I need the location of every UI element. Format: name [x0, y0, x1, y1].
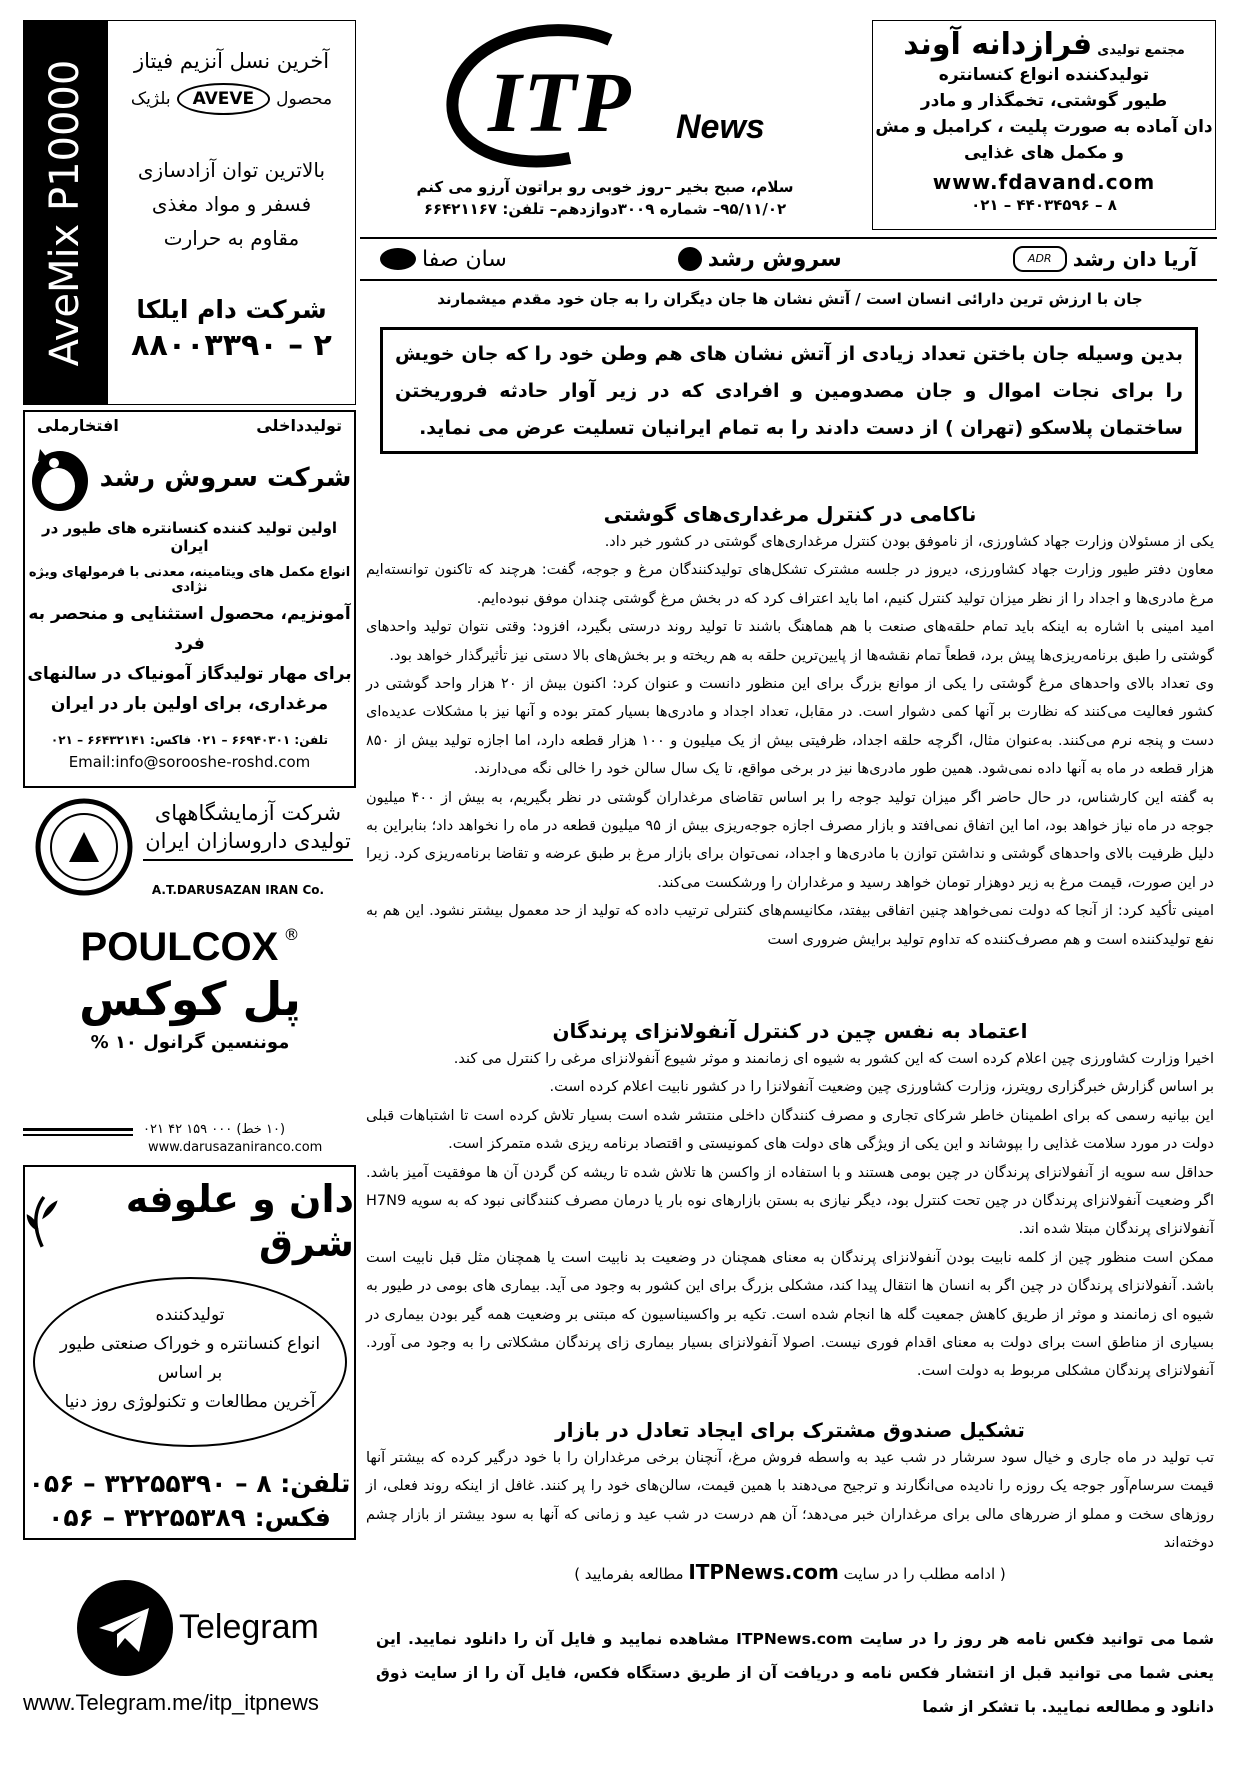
aveve-logo: AVEVE [177, 83, 271, 115]
daneh-fax: فکس: ۳۲۲۵۵۳۸۹ – ۰۵۶ [48, 1503, 331, 1532]
daneh-o1: تولیدکننده [155, 1305, 225, 1325]
article-3-para-1: تب تولید در ماه جاری و خیال سود سرشار در شب عید به واسطه فروش مرغ، آنچنان برخی مرغداران را با خود درگیر کرده که بیشتر آنها قیمت سرسام‌آور جوجه یک روزه را نادیده می‌انگارند و ترجیح می‌دهند با همین قیمت، سالن‌های خود را پر کنند. غافل از اینکه روند فعلی، از روزهای سخت و مملو از ضررهای مالی برای مرغداران خبر می‌دهد؛ آن هم درست در شب عید و زمانی که آنها به سود بیشتر از بازار چشم دوخته‌اند [366, 1450, 1214, 1552]
daneh-sharq-ad [23, 1165, 356, 1540]
darusazan-name1: شرکت آزمایشگاههای [154, 801, 342, 825]
sponsor-sansafa-label: سان صفا [422, 246, 507, 272]
article-1-para-3: امید امینی با اشاره به اینکه باید تمام حلقه‌های صنعت با هم هماهنگ باشند تا تولید روند درستی بگیرد، افزود: وقتی نتوان تولید واحدهای گوشتی را طبق برنامه‌ریزی‌ها پیش برد، قطعاً تمام نقشه‌ها از پایین‌ترین حلقه به هم ریخته و بر بخش‌های بالا دستی نیز تأثیرگذار خواهد بود. [366, 619, 1214, 664]
darusazan-seal-icon [29, 797, 139, 897]
aryadan-logo-icon: ADR [1013, 246, 1067, 272]
poulcox-ad [40, 925, 340, 1053]
farazdaneh-name: فرازدانه آوند [903, 27, 1093, 62]
avemix-desc3: مقاوم به حرارت [163, 226, 300, 250]
farazdaneh-l3: دان آماده به صورت پلیت ، کرامبل و مش [875, 117, 1213, 137]
article-3-footer-post: مطالعه بفرمایید ) [574, 1564, 684, 1583]
article-2-para-5: ممکن است منظور چین از کلمه نابیت بودن آنفولانزای پرندگان به معنای همچنان در وضعیت بد نابیت است یا همچنان مثل قبل نابیت است باشد. آنفولانزای پرندگان در چین اگر به انسان ها انتقال پیدا کند، مشکلی بزرگ برای این کشور به وجود می آید. بیماری های بومی در طیور به شیوه ای زمانمند و موثر از طریق کاهش جمعیت گله ها انجام شده است. تکیه بر واکسیناسیون که مبتنی بر وضعیت همه گیر بودن بیماری در بسیاری از مناطق است برای دولت به معنای اقدام فوری نیست. اصولا آنفولانزای بسیار بیماری زای پرندگان مشکلاتی را به وجود می آورد. آنفولانزای پرندگان مشکلی مربوط به دولت است. [366, 1249, 1214, 1380]
article-1-title: ناکامی در کنترل مرغداری‌های گوشتی [603, 502, 977, 526]
soroosh-subtitle: اولین تولید کننده کنسانتره های طیور در ایران [41, 519, 338, 555]
article-1-para-6: امینی تأکید کرد: از آنجا که دولت نمی‌خواهد چنین اتفاقی بیفتد، مکانیسم‌های کنترلی ترتیب داده که تولید از حد معمول بیشتر نشود. این هم به نفع تولیدکننده است و هم مصرف‌کننده که تداوم تولید برایش ضروری است [366, 903, 1214, 948]
avemix-desc2: فسفر و مواد مغذی [151, 192, 312, 216]
chicken-logo-icon [28, 441, 92, 515]
article-2-para-4: حداقل سه سویه از آنفولانزای پرندگان در چین بومی هستند و با استفاده از واکسن ها تلاش شده تا ریشه کن گردن آن ها موفقیت آمیز باشد. اگر وضعیت آنفولانزای پرندگان در چین تحت کنترل بود، دیگر نیازی به بستن بازارهای نوه بار یا درمان مصرف کنندگانی نبود که به سویه H7N9 آنفولانزای پرندگان مبتلا شده اند. [366, 1164, 1214, 1238]
soroosh-name: شرکت سروش رشد [99, 463, 352, 493]
telegram-icon [75, 1578, 175, 1678]
farazdaneh-web[interactable]: www.fdavand.com [932, 170, 1156, 194]
soroosh-tag-right: تولیدداخلی [256, 416, 342, 435]
article-3-title: تشکیل صندوق مشترک برای ایجاد تعادل در بازار [555, 1418, 1025, 1442]
article-2-para-3: این بیانیه رسمی که برای اطمینان خاطر شرکای تجاری و مصرف کنندگان داخلی منتشر شده است بسیار تلاش کرده است تا اشتباهات قبلی دولت در مورد سلامت غذایی را بپوشاند و این یکی از ویژگی های دولت های کمونیستی و اقتصاد برنامه ریزی شده متمرکز است. [366, 1107, 1214, 1153]
avemix-vertical-banner [23, 20, 107, 405]
darusazan-name2: تولیدی داروسازان ایران [145, 829, 351, 853]
poulcox-reg: ® [283, 925, 300, 944]
farazdaneh-l1: تولیدکننده انواع کنسانتره [938, 65, 1150, 85]
article-1 [366, 500, 1214, 954]
article-1-para-5: به گفته این کارشناس، در حال حاضر اگر میزان تولید جوجه را بر اساس تقاضای مرغداران گوشتی در نظر بگیریم، به بیش از ۴۰۰ میلیون جوجه در ماه نیاز خواهد بود، اما این اتفاق نمی‌افتد و بازار مصرف اجازه جوجه‌ریزی بیش از ۹۵ میلیون قطعه در ماه را نخواهد داد؛ بنابراین به دلیل ظرفیت بالای واحدهای گوشتی و نداشتن توازن با مادری‌ها و اجداد، نمی‌توان برای بازار مرغ بر طبق عرضه و تقاضا برنامه‌ریزی کرد. زیرا در این صورت، قیمت مرغ به زیر دوهزار تومان خواهد رسید و مرغداران را ورشکست می‌کند. [366, 789, 1215, 891]
article-3-footer [366, 1558, 1214, 1588]
article-1-para-2: معاون دفتر طیور وزارت جهاد کشاورزی، دیروز در جلسه مشترک تشکل‌های تولیدکنندگان مرغ و جوجه، گفت: هرچند که تاکنون توانسته‌ایم مرغ مادری‌ها و اجداد را از نظر میزان تولید کنترل کنیم، اما باید اعتراف کرد که در بخش مرغ گوشتی چندان موفق نبوده‌ایم. [366, 562, 1214, 607]
poulcox-fa-name: پل کوکس [79, 972, 301, 1026]
farazdaneh-l2: طیور گوشتی، تخمگذار و مادر [920, 91, 1168, 111]
avemix-vertical-title: AveMix P10000 [42, 59, 88, 366]
soroosh-line3: برای مهار تولیدگاز آمونیاک در سالنهای [27, 664, 352, 684]
article-2-para-1: اخیرا وزارت کشاورزی چین اعلام کرده است که این کشور به شیوه ای زمانمند و موثر شیوع آنفولانزای مرغی را کنترل می کند. [453, 1051, 1214, 1067]
soroosh-small-logo-icon [678, 247, 702, 271]
daneh-o4: آخرین مطالعات و تکنولوژی روز دنیا [64, 1392, 316, 1412]
itp-news-logo [440, 22, 800, 172]
article-3 [366, 1416, 1214, 1588]
avemix-country: بلژیک [130, 89, 171, 109]
masthead-issue: ۹۵/۱۱/۰۲– شماره ۳۰۰۹دوازدهم– تلفن: ۶۶۴۲۱۱۶۷ [423, 200, 787, 218]
telegram-label: Telegram [179, 1608, 319, 1646]
motto-line: جان با ارزش ترین دارائی انسان است / آتش نشان ها جان دیگران را به جان خود مقدم میشمارند [437, 290, 1143, 308]
avemix-desc1: بالاترین توان آزادسازی [137, 158, 326, 182]
soroosh-tel: تلفن: ۶۶۹۴۰۳۰۱ – ۰۲۱ فاکس: ۶۶۴۳۲۱۴۱ – ۰۲۱ [50, 733, 329, 747]
poulcox-sub: موننسین گرانول ۱۰ % [90, 1032, 290, 1053]
article-3-footer-pre: ( ادامه مطلب را در سایت [843, 1564, 1006, 1583]
telegram-block[interactable] [75, 1578, 365, 1688]
sponsor-soroosh-label: سروش رشد [707, 246, 842, 272]
article-2 [366, 1017, 1214, 1386]
condolence-box: بدین وسیله جان باختن تعداد زیادی از آتش نشان های هم وطن خود را که جان خویش را برای نجات اموال و جان مصدومین و افرادی که در زیر آوار حادثه فروریختن ساختمان پلاسکو (تهران ) از دست دادند را به تمام ایرانیان تسلیت عرض می نماید. [380, 327, 1198, 454]
daneh-title: دان و علوفه شرق [125, 1177, 354, 1265]
soroosh-email: Email:info@sorooshe-roshd.com [68, 753, 311, 771]
masthead-slogan: سلام، صبح بخیر –روز خوبی رو براتون آرزو می کنم [416, 178, 794, 196]
darusazan-latin: A.T.DARUSAZAN IRAN Co. [151, 883, 325, 897]
farazdaneh-ad [872, 20, 1216, 230]
logo-sub: News [676, 108, 765, 146]
article-3-footer-site[interactable]: ITPNews.com [688, 1559, 839, 1584]
wheat-leaf-icon [25, 1189, 59, 1253]
darusazan-contact [23, 1122, 356, 1162]
poulcox-title: POULCOX [80, 925, 279, 969]
avemix-product-pre: محصول [276, 89, 333, 109]
sponsor-aryadan-label: آریا دان رشد [1072, 247, 1197, 271]
avemix-line1: آخرین نسل آنزیم فیتاز [133, 49, 330, 73]
avemix-ad [107, 20, 356, 405]
article-2-para-2: بر اساس گزارش خبرگزاری رویترز، وزارت کشاورزی چین وضعیت آنفولانزا را در کشور نابیت اعلام کرده است. [549, 1079, 1214, 1096]
bottom-note: شما می توانید فکس نامه هر روز را در سایت ITPNews.com مشاهده نمایید و فایل آن را دانلود نمایید. این یعنی شما می توانید قبل از انتشار فکس نامه و دریافت آن از طریق دستگاه فکس، فایل آن را از سایت ذوق دانلود و مطالعه نمایید. با تشکر از شما [376, 1630, 1214, 1716]
soroosh-line4: مرغداری، برای اولین بار در ایران [50, 694, 329, 714]
darusazan-header [23, 793, 356, 903]
soroosh-roshd-ad [23, 410, 356, 788]
avemix-company: شرکت دام ایلکا [136, 295, 327, 324]
sponsor-aryadan [1013, 246, 1197, 272]
farazdaneh-l4: و مکمل های غذایی [964, 143, 1124, 163]
daneh-tel: تلفن: ۸ – ۳۲۲۵۵۳۹۰ – ۰۵۶ [28, 1469, 351, 1498]
daneh-o2: انواع کنسانتره و خوراک صنعتی طیور [59, 1334, 321, 1354]
article-1-para-1: یکی از مسئولان وزارت جهاد کشاورزی، از ناموفق بودن کنترل مرغداری‌های گوشتی در کشور خبر داد. [604, 534, 1214, 550]
farazdaneh-pre: مجتمع تولیدی [1097, 43, 1185, 58]
soroosh-line1: انواع مکمل های ویتامینه، معدنی با فرمولهای ویژه نژادی [28, 565, 351, 595]
avemix-phone: ۲ – ۸۸۰۰۳۳۹۰ [131, 328, 332, 363]
article-2-title: اعتماد به نفس چین در کنترل آنفولانزای پرندگان [552, 1019, 1028, 1043]
soroosh-line2: آمونزیم، محصول استثنایی و منحصر به فرد [28, 604, 351, 654]
telegram-url[interactable]: www.Telegram.me/itp_itpnews [23, 1690, 319, 1715]
daneh-o3: بر اساس [157, 1363, 223, 1383]
daneh-oval [33, 1277, 347, 1447]
sponsor-bar [360, 239, 1217, 279]
sponsor-soroosh [678, 247, 842, 272]
logo-main: ITP [488, 54, 633, 150]
sponsor-sansafa [380, 247, 507, 272]
sansafa-logo-icon [380, 248, 416, 270]
farazdaneh-phone: ۸ – ۴۴۰۳۴۵۹۶ – ۰۲۱ [971, 196, 1117, 214]
soroosh-tag-left: افتخارملی [37, 416, 119, 435]
darusazan-phone: (۱۰ خط) ۰۰۰ ۱۵۹ ۴۲ ۰۲۱ [143, 1122, 286, 1137]
article-1-para-4: وی تعداد بالای واحدهای مرغ گوشتی را یکی از موانع بزرگ برای این منظور دانست و عنوان کرد: اکنون بیش از ۲۰ هزار واحد گوشتی در کشور فعالیت می‌کنند که نظارت بر آنها کمی دشوار است. در مقابل، تعداد اجداد و مادری‌ها بسیار کمتر بوده و آنها نیز با مشکلات عدیده‌ای دست و پنجه نرم می‌کنند. به‌عنوان مثال، اگرچه حلقه اجداد، ظرفیتی بیش از یک میلیون و ۱۰۰ هزار قطعه دارد، اما اجازه تولید بیش از ۸۵۰ هزار قطعه در ماه به آنها داده نمی‌شود. همین طور مادری‌ها نیز در برخی مواقع، تا یک سال سالن خود را خالی نگه می‌دارند. [366, 676, 1214, 778]
darusazan-web: www.darusazaniranco.com [148, 1140, 323, 1155]
